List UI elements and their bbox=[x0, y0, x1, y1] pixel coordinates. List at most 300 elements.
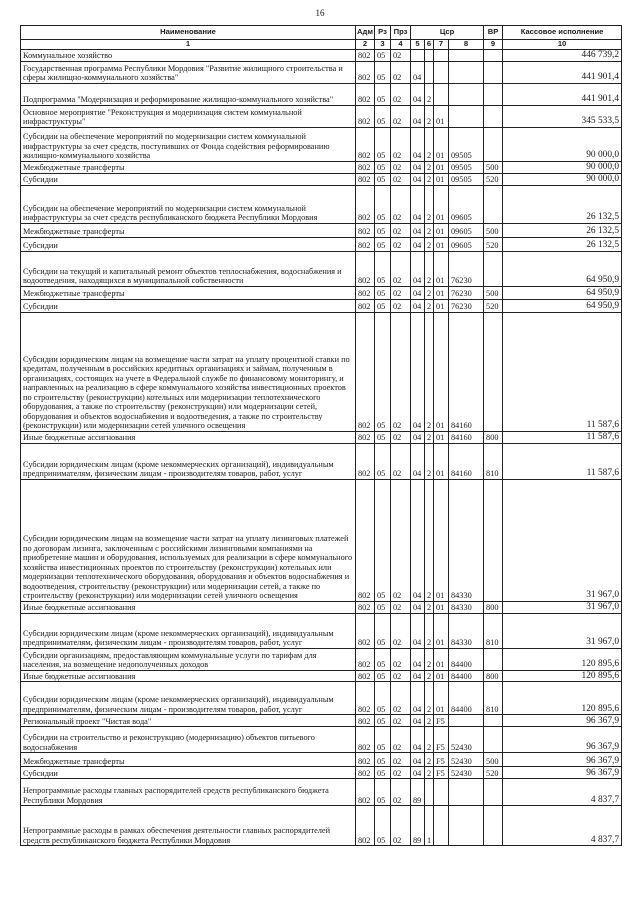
row-name: Субсидии юридическим лицам (кроме некоммерческих организаций), индивидуальным предпринимателям, физическим лицам - производителям товаров, работ, услуг bbox=[21, 613, 356, 648]
row-adm: 802 bbox=[356, 479, 375, 601]
row-csr-program bbox=[411, 50, 425, 62]
row-name: Государственная программа Республики Мордовия "Развитие жилищного строительства и сферы жилищно-коммунального хозяйства" bbox=[21, 62, 356, 84]
row-csr-subprogram: 2 bbox=[425, 313, 434, 432]
row-csr-direction bbox=[449, 106, 484, 128]
row-csr-subprogram: 2 bbox=[425, 479, 434, 601]
row-csr-event: F5 bbox=[434, 715, 449, 727]
row-rz: 05 bbox=[375, 601, 391, 613]
row-csr-direction: 09605 bbox=[449, 238, 484, 252]
row-adm: 802 bbox=[356, 106, 375, 128]
row-vr: 520 bbox=[484, 174, 503, 186]
table-row bbox=[21, 715, 622, 727]
row-csr-event: 01 bbox=[434, 238, 449, 252]
row-csr-program: 04 bbox=[411, 601, 425, 613]
row-rz: 05 bbox=[375, 128, 391, 162]
row-sum: 96 367,9 bbox=[503, 753, 622, 767]
row-csr-subprogram: 2 bbox=[425, 753, 434, 767]
row-prz: 02 bbox=[391, 186, 411, 224]
row-rz: 05 bbox=[375, 62, 391, 84]
row-rz: 05 bbox=[375, 806, 391, 846]
row-prz: 02 bbox=[391, 162, 411, 174]
row-csr-event: 01 bbox=[434, 106, 449, 128]
row-csr-subprogram: 2 bbox=[425, 300, 434, 313]
column-number: 4 bbox=[391, 40, 411, 50]
row-csr-event bbox=[434, 50, 449, 62]
page-number: 16 bbox=[315, 8, 325, 18]
row-sum: 31 967,0 bbox=[503, 479, 622, 601]
row-vr: 810 bbox=[484, 613, 503, 648]
row-csr-event: 01 bbox=[434, 162, 449, 174]
row-csr-event: F5 bbox=[434, 753, 449, 767]
column-numbers-row bbox=[21, 40, 622, 50]
row-rz: 05 bbox=[375, 779, 391, 806]
row-vr bbox=[484, 252, 503, 287]
row-csr-program: 04 bbox=[411, 186, 425, 224]
row-sum: 96 367,9 bbox=[503, 727, 622, 753]
row-csr-direction: 09605 bbox=[449, 186, 484, 224]
row-csr-direction: 84330 bbox=[449, 601, 484, 613]
row-csr-event bbox=[434, 806, 449, 846]
row-prz: 02 bbox=[391, 300, 411, 313]
row-prz: 02 bbox=[391, 613, 411, 648]
row-sum: 4 837,7 bbox=[503, 806, 622, 846]
row-vr bbox=[484, 84, 503, 106]
row-vr: 810 bbox=[484, 682, 503, 715]
row-name: Субсидии юридическим лицам (кроме некоммерческих организаций), индивидуальным предпринимателям, физическим лицам - производителям товаров, работ, услуг bbox=[21, 682, 356, 715]
row-prz: 02 bbox=[391, 174, 411, 186]
row-csr-direction: 09505 bbox=[449, 162, 484, 174]
row-vr bbox=[484, 128, 503, 162]
row-adm: 802 bbox=[356, 62, 375, 84]
row-vr: 500 bbox=[484, 224, 503, 238]
row-adm: 802 bbox=[356, 50, 375, 62]
row-adm: 802 bbox=[356, 128, 375, 162]
row-csr-program: 04 bbox=[411, 443, 425, 479]
row-rz: 05 bbox=[375, 174, 391, 186]
column-number: 1 bbox=[21, 40, 356, 50]
row-prz: 02 bbox=[391, 287, 411, 300]
row-csr-event bbox=[434, 84, 449, 106]
table-row bbox=[21, 432, 622, 444]
row-adm: 802 bbox=[356, 313, 375, 432]
table-row bbox=[21, 106, 622, 128]
column-number: 6 bbox=[425, 40, 434, 50]
row-name: Субсидии юридическим лицам на возмещение части затрат на уплату процентной ставки по кредитам, полученным в российских кредитных организациях и займам, полученным в организациях, состоящих на учете в Федеральной службе по финансовому мониторингу, и направленных на реализацию в сфере коммунального хозяйства инвестиционных проектов по строительству (реконструкции) котельных или модернизации теплотехнического оборудования, а также по строительству (реконструкции) или модернизации сетей, оборудования и объектов водоснабжения и водоотведения, а также по строительству (реконструкции) или модернизации сетей уличного освещения bbox=[21, 313, 356, 432]
row-csr-direction: 84400 bbox=[449, 670, 484, 682]
row-rz: 05 bbox=[375, 670, 391, 682]
table-row bbox=[21, 128, 622, 162]
header-adm: Адм bbox=[356, 26, 375, 40]
row-adm: 802 bbox=[356, 224, 375, 238]
table-row bbox=[21, 162, 622, 174]
column-number: 3 bbox=[375, 40, 391, 50]
row-csr-subprogram: 1 bbox=[425, 806, 434, 846]
row-csr-event: 01 bbox=[434, 443, 449, 479]
row-sum: 64 950,9 bbox=[503, 287, 622, 300]
column-number: 9 bbox=[484, 40, 503, 50]
row-vr bbox=[484, 479, 503, 601]
row-csr-direction: 76230 bbox=[449, 252, 484, 287]
header-name: Наименование bbox=[21, 26, 356, 40]
row-csr-event: 01 bbox=[434, 682, 449, 715]
row-adm: 802 bbox=[356, 727, 375, 753]
row-csr-program: 04 bbox=[411, 479, 425, 601]
row-csr-program: 04 bbox=[411, 432, 425, 444]
table-row bbox=[21, 238, 622, 252]
row-name: Региональный проект "Чистая вода" bbox=[21, 715, 356, 727]
row-rz: 05 bbox=[375, 300, 391, 313]
table-row bbox=[21, 648, 622, 670]
row-csr-subprogram: 2 bbox=[425, 432, 434, 444]
table-row bbox=[21, 806, 622, 846]
row-csr-subprogram: 2 bbox=[425, 224, 434, 238]
row-vr: 520 bbox=[484, 300, 503, 313]
row-csr-direction bbox=[449, 84, 484, 106]
row-csr-event: 01 bbox=[434, 186, 449, 224]
row-adm: 802 bbox=[356, 682, 375, 715]
row-vr bbox=[484, 50, 503, 62]
column-number: 7 bbox=[434, 40, 449, 50]
row-csr-program: 04 bbox=[411, 313, 425, 432]
row-vr bbox=[484, 62, 503, 84]
row-vr bbox=[484, 106, 503, 128]
row-adm: 802 bbox=[356, 287, 375, 300]
row-csr-direction: 84400 bbox=[449, 682, 484, 715]
row-prz: 02 bbox=[391, 443, 411, 479]
row-vr bbox=[484, 779, 503, 806]
row-adm: 802 bbox=[356, 443, 375, 479]
row-csr-direction: 84160 bbox=[449, 313, 484, 432]
row-vr bbox=[484, 715, 503, 727]
row-rz: 05 bbox=[375, 753, 391, 767]
row-csr-direction: 84330 bbox=[449, 613, 484, 648]
row-vr bbox=[484, 806, 503, 846]
row-csr-program: 04 bbox=[411, 300, 425, 313]
row-adm: 802 bbox=[356, 300, 375, 313]
row-csr-program: 04 bbox=[411, 174, 425, 186]
header-sum: Кассовое исполнение bbox=[503, 26, 622, 40]
row-csr-program: 04 bbox=[411, 753, 425, 767]
table-row bbox=[21, 779, 622, 806]
row-csr-subprogram: 2 bbox=[425, 613, 434, 648]
row-adm: 802 bbox=[356, 162, 375, 174]
row-prz: 02 bbox=[391, 313, 411, 432]
row-csr-direction: 84160 bbox=[449, 443, 484, 479]
row-vr: 520 bbox=[484, 767, 503, 779]
row-csr-direction: 52430 bbox=[449, 767, 484, 779]
row-prz: 02 bbox=[391, 767, 411, 779]
table-row bbox=[21, 682, 622, 715]
row-csr-direction: 09605 bbox=[449, 224, 484, 238]
table-row bbox=[21, 753, 622, 767]
row-vr: 800 bbox=[484, 601, 503, 613]
row-adm: 802 bbox=[356, 806, 375, 846]
row-name: Субсидии bbox=[21, 300, 356, 313]
row-csr-subprogram: 2 bbox=[425, 287, 434, 300]
row-name: Подпрограмма "Модернизация и реформирование жилищно-коммунального хозяйства" bbox=[21, 84, 356, 106]
table-row bbox=[21, 50, 622, 62]
row-csr-subprogram: 2 bbox=[425, 670, 434, 682]
row-vr bbox=[484, 648, 503, 670]
row-prz: 02 bbox=[391, 806, 411, 846]
row-sum: 26 132,5 bbox=[503, 186, 622, 224]
row-csr-event: 01 bbox=[434, 479, 449, 601]
row-adm: 802 bbox=[356, 601, 375, 613]
row-name: Субсидии на обеспечение мероприятий по модернизации систем коммунальной инфраструктуры за счет средств республиканского бюджета Республики Мордовия bbox=[21, 186, 356, 224]
table-row bbox=[21, 670, 622, 682]
row-sum: 120 895,6 bbox=[503, 682, 622, 715]
table-row bbox=[21, 443, 622, 479]
row-prz: 02 bbox=[391, 779, 411, 806]
row-prz: 02 bbox=[391, 50, 411, 62]
table-header-row bbox=[21, 26, 622, 40]
row-rz: 05 bbox=[375, 443, 391, 479]
row-csr-direction: 76230 bbox=[449, 300, 484, 313]
row-csr-subprogram: 2 bbox=[425, 162, 434, 174]
row-csr-event: 01 bbox=[434, 300, 449, 313]
row-vr: 500 bbox=[484, 162, 503, 174]
row-csr-program: 04 bbox=[411, 682, 425, 715]
table-row bbox=[21, 252, 622, 287]
row-csr-subprogram: 2 bbox=[425, 128, 434, 162]
row-adm: 802 bbox=[356, 252, 375, 287]
row-csr-program: 04 bbox=[411, 648, 425, 670]
row-prz: 02 bbox=[391, 128, 411, 162]
row-csr-program: 04 bbox=[411, 715, 425, 727]
row-csr-subprogram: 2 bbox=[425, 186, 434, 224]
row-sum: 90 000,0 bbox=[503, 174, 622, 186]
row-csr-subprogram: 2 bbox=[425, 84, 434, 106]
table-row bbox=[21, 727, 622, 753]
row-csr-program: 04 bbox=[411, 128, 425, 162]
row-adm: 802 bbox=[356, 779, 375, 806]
row-csr-direction: 76230 bbox=[449, 287, 484, 300]
row-vr: 500 bbox=[484, 287, 503, 300]
row-sum: 64 950,9 bbox=[503, 300, 622, 313]
row-name: Межбюджетные трансферты bbox=[21, 224, 356, 238]
row-prz: 02 bbox=[391, 682, 411, 715]
row-csr-program: 04 bbox=[411, 84, 425, 106]
row-sum: 31 967,0 bbox=[503, 601, 622, 613]
row-rz: 05 bbox=[375, 313, 391, 432]
row-prz: 02 bbox=[391, 727, 411, 753]
row-prz: 02 bbox=[391, 252, 411, 287]
row-vr: 810 bbox=[484, 443, 503, 479]
row-csr-event: 01 bbox=[434, 313, 449, 432]
row-vr bbox=[484, 186, 503, 224]
row-csr-subprogram: 2 bbox=[425, 682, 434, 715]
row-csr-direction bbox=[449, 779, 484, 806]
row-name: Межбюджетные трансферты bbox=[21, 287, 356, 300]
row-name: Иные бюджетные ассигнования bbox=[21, 601, 356, 613]
table-row bbox=[21, 224, 622, 238]
row-name: Субсидии bbox=[21, 767, 356, 779]
row-rz: 05 bbox=[375, 715, 391, 727]
row-adm: 802 bbox=[356, 186, 375, 224]
row-prz: 02 bbox=[391, 670, 411, 682]
row-name: Межбюджетные трансферты bbox=[21, 162, 356, 174]
row-sum: 120 895,6 bbox=[503, 648, 622, 670]
row-rz: 05 bbox=[375, 432, 391, 444]
row-csr-event bbox=[434, 62, 449, 84]
row-csr-event: 01 bbox=[434, 287, 449, 300]
row-sum: 96 367,9 bbox=[503, 767, 622, 779]
row-vr: 800 bbox=[484, 432, 503, 444]
table-row bbox=[21, 313, 622, 432]
row-prz: 02 bbox=[391, 106, 411, 128]
row-adm: 802 bbox=[356, 84, 375, 106]
row-sum: 345 533,5 bbox=[503, 106, 622, 128]
row-csr-direction: 52430 bbox=[449, 727, 484, 753]
header-prz: Прз bbox=[391, 26, 411, 40]
row-csr-subprogram bbox=[425, 62, 434, 84]
table-row bbox=[21, 601, 622, 613]
row-csr-direction: 52430 bbox=[449, 753, 484, 767]
row-rz: 05 bbox=[375, 50, 391, 62]
row-sum: 441 901,4 bbox=[503, 84, 622, 106]
row-name: Субсидии юридическим лицам на возмещение части затрат на уплату лизинговых платежей по договорам лизинга, заключенным с российскими лизинговыми компаниями на приобретение машин и оборудования, используемых для реализации в сфере коммунального хозяйства инвестиционных проектов по строительству (реконструкции) котельных или модернизации теплотехнического оборудования, оборудования и объектов водоснабжения и водоотведения, строительству (реконструкции) или модернизации сетей, а также по строительству (реконструкции) или модернизации сетей уличного освещения bbox=[21, 479, 356, 601]
row-csr-event: 01 bbox=[434, 224, 449, 238]
row-csr-program: 04 bbox=[411, 238, 425, 252]
header-rz: Рз bbox=[375, 26, 391, 40]
budget-execution-table bbox=[20, 25, 622, 846]
row-prz: 02 bbox=[391, 479, 411, 601]
row-csr-program: 89 bbox=[411, 806, 425, 846]
header-vr: ВР bbox=[484, 26, 503, 40]
row-csr-direction bbox=[449, 715, 484, 727]
row-csr-program: 04 bbox=[411, 287, 425, 300]
row-adm: 802 bbox=[356, 753, 375, 767]
row-csr-event: F5 bbox=[434, 727, 449, 753]
row-csr-subprogram: 2 bbox=[425, 238, 434, 252]
row-rz: 05 bbox=[375, 252, 391, 287]
row-csr-subprogram: 2 bbox=[425, 727, 434, 753]
table-row bbox=[21, 300, 622, 313]
row-adm: 802 bbox=[356, 715, 375, 727]
row-csr-subprogram: 2 bbox=[425, 601, 434, 613]
row-rz: 05 bbox=[375, 238, 391, 252]
row-csr-program: 04 bbox=[411, 727, 425, 753]
row-prz: 02 bbox=[391, 753, 411, 767]
row-csr-event: 01 bbox=[434, 648, 449, 670]
row-sum: 11 587,6 bbox=[503, 313, 622, 432]
row-csr-program: 04 bbox=[411, 62, 425, 84]
row-sum: 31 967,0 bbox=[503, 613, 622, 648]
row-adm: 802 bbox=[356, 174, 375, 186]
row-name: Субсидии организациям, предоставляющим коммунальные услуги по тарифам для населения, на возмещение недополученных доходов bbox=[21, 648, 356, 670]
row-csr-subprogram: 2 bbox=[425, 648, 434, 670]
row-sum: 11 587,6 bbox=[503, 443, 622, 479]
row-sum: 96 367,9 bbox=[503, 715, 622, 727]
row-rz: 05 bbox=[375, 186, 391, 224]
row-csr-event: F5 bbox=[434, 767, 449, 779]
row-name: Субсидии на обеспечение мероприятий по модернизации систем коммунальной инфраструктуры за счет средств, поступивших от Фонда содействия реформированию жилищно-коммунального хозяйства bbox=[21, 128, 356, 162]
row-sum: 441 901,4 bbox=[503, 62, 622, 84]
row-name: Иные бюджетные ассигнования bbox=[21, 670, 356, 682]
table-row bbox=[21, 174, 622, 186]
column-number: 10 bbox=[503, 40, 622, 50]
row-vr: 500 bbox=[484, 753, 503, 767]
table-row bbox=[21, 84, 622, 106]
header-csr: Цср bbox=[411, 26, 484, 40]
row-csr-event: 01 bbox=[434, 613, 449, 648]
row-adm: 802 bbox=[356, 670, 375, 682]
row-rz: 05 bbox=[375, 727, 391, 753]
row-csr-program: 04 bbox=[411, 767, 425, 779]
row-adm: 802 bbox=[356, 648, 375, 670]
column-number: 8 bbox=[449, 40, 484, 50]
row-csr-program: 04 bbox=[411, 252, 425, 287]
row-name: Непрограммные расходы главных распорядителей средств республиканского бюджета Республики Мордовия bbox=[21, 779, 356, 806]
row-csr-event: 01 bbox=[434, 432, 449, 444]
table-body bbox=[21, 50, 622, 846]
row-prz: 02 bbox=[391, 648, 411, 670]
row-csr-event: 01 bbox=[434, 601, 449, 613]
row-prz: 02 bbox=[391, 238, 411, 252]
row-vr: 520 bbox=[484, 238, 503, 252]
row-rz: 05 bbox=[375, 682, 391, 715]
row-csr-event: 01 bbox=[434, 670, 449, 682]
row-rz: 05 bbox=[375, 106, 391, 128]
row-name: Межбюджетные трансферты bbox=[21, 753, 356, 767]
row-rz: 05 bbox=[375, 84, 391, 106]
row-name: Субсидии на текущий и капитальный ремонт объектов теплоснабжения, водоснабжения и водоотведения, находящихся в муниципальной собственности bbox=[21, 252, 356, 287]
row-adm: 802 bbox=[356, 432, 375, 444]
table-row bbox=[21, 287, 622, 300]
row-csr-direction: 84330 bbox=[449, 479, 484, 601]
row-csr-subprogram: 2 bbox=[425, 106, 434, 128]
row-name: Коммунальное хозяйство bbox=[21, 50, 356, 62]
table-row bbox=[21, 62, 622, 84]
row-csr-program: 89 bbox=[411, 779, 425, 806]
row-sum: 26 132,5 bbox=[503, 238, 622, 252]
table-row bbox=[21, 479, 622, 601]
row-csr-program: 04 bbox=[411, 613, 425, 648]
row-vr: 800 bbox=[484, 670, 503, 682]
row-vr bbox=[484, 727, 503, 753]
row-csr-direction bbox=[449, 806, 484, 846]
row-sum: 26 132,5 bbox=[503, 224, 622, 238]
row-csr-direction bbox=[449, 62, 484, 84]
row-name: Субсидии bbox=[21, 238, 356, 252]
row-csr-subprogram: 2 bbox=[425, 715, 434, 727]
row-csr-subprogram: 2 bbox=[425, 252, 434, 287]
row-vr bbox=[484, 313, 503, 432]
row-rz: 05 bbox=[375, 162, 391, 174]
row-adm: 802 bbox=[356, 767, 375, 779]
row-name: Субсидии bbox=[21, 174, 356, 186]
row-prz: 02 bbox=[391, 715, 411, 727]
row-name: Основное мероприятие "Реконструкция и модернизация систем коммунальной инфраструктуры" bbox=[21, 106, 356, 128]
column-number: 2 bbox=[356, 40, 375, 50]
row-rz: 05 bbox=[375, 287, 391, 300]
row-sum: 446 739,2 bbox=[503, 50, 622, 62]
row-rz: 05 bbox=[375, 479, 391, 601]
row-csr-program: 04 bbox=[411, 106, 425, 128]
row-prz: 02 bbox=[391, 224, 411, 238]
row-csr-program: 04 bbox=[411, 224, 425, 238]
row-csr-program: 04 bbox=[411, 670, 425, 682]
row-csr-direction: 09505 bbox=[449, 174, 484, 186]
row-csr-subprogram: 2 bbox=[425, 767, 434, 779]
row-csr-direction: 84160 bbox=[449, 432, 484, 444]
row-csr-subprogram: 2 bbox=[425, 443, 434, 479]
row-rz: 05 bbox=[375, 767, 391, 779]
row-csr-subprogram bbox=[425, 779, 434, 806]
row-csr-program: 04 bbox=[411, 162, 425, 174]
row-csr-event bbox=[434, 779, 449, 806]
row-sum: 120 895,6 bbox=[503, 670, 622, 682]
